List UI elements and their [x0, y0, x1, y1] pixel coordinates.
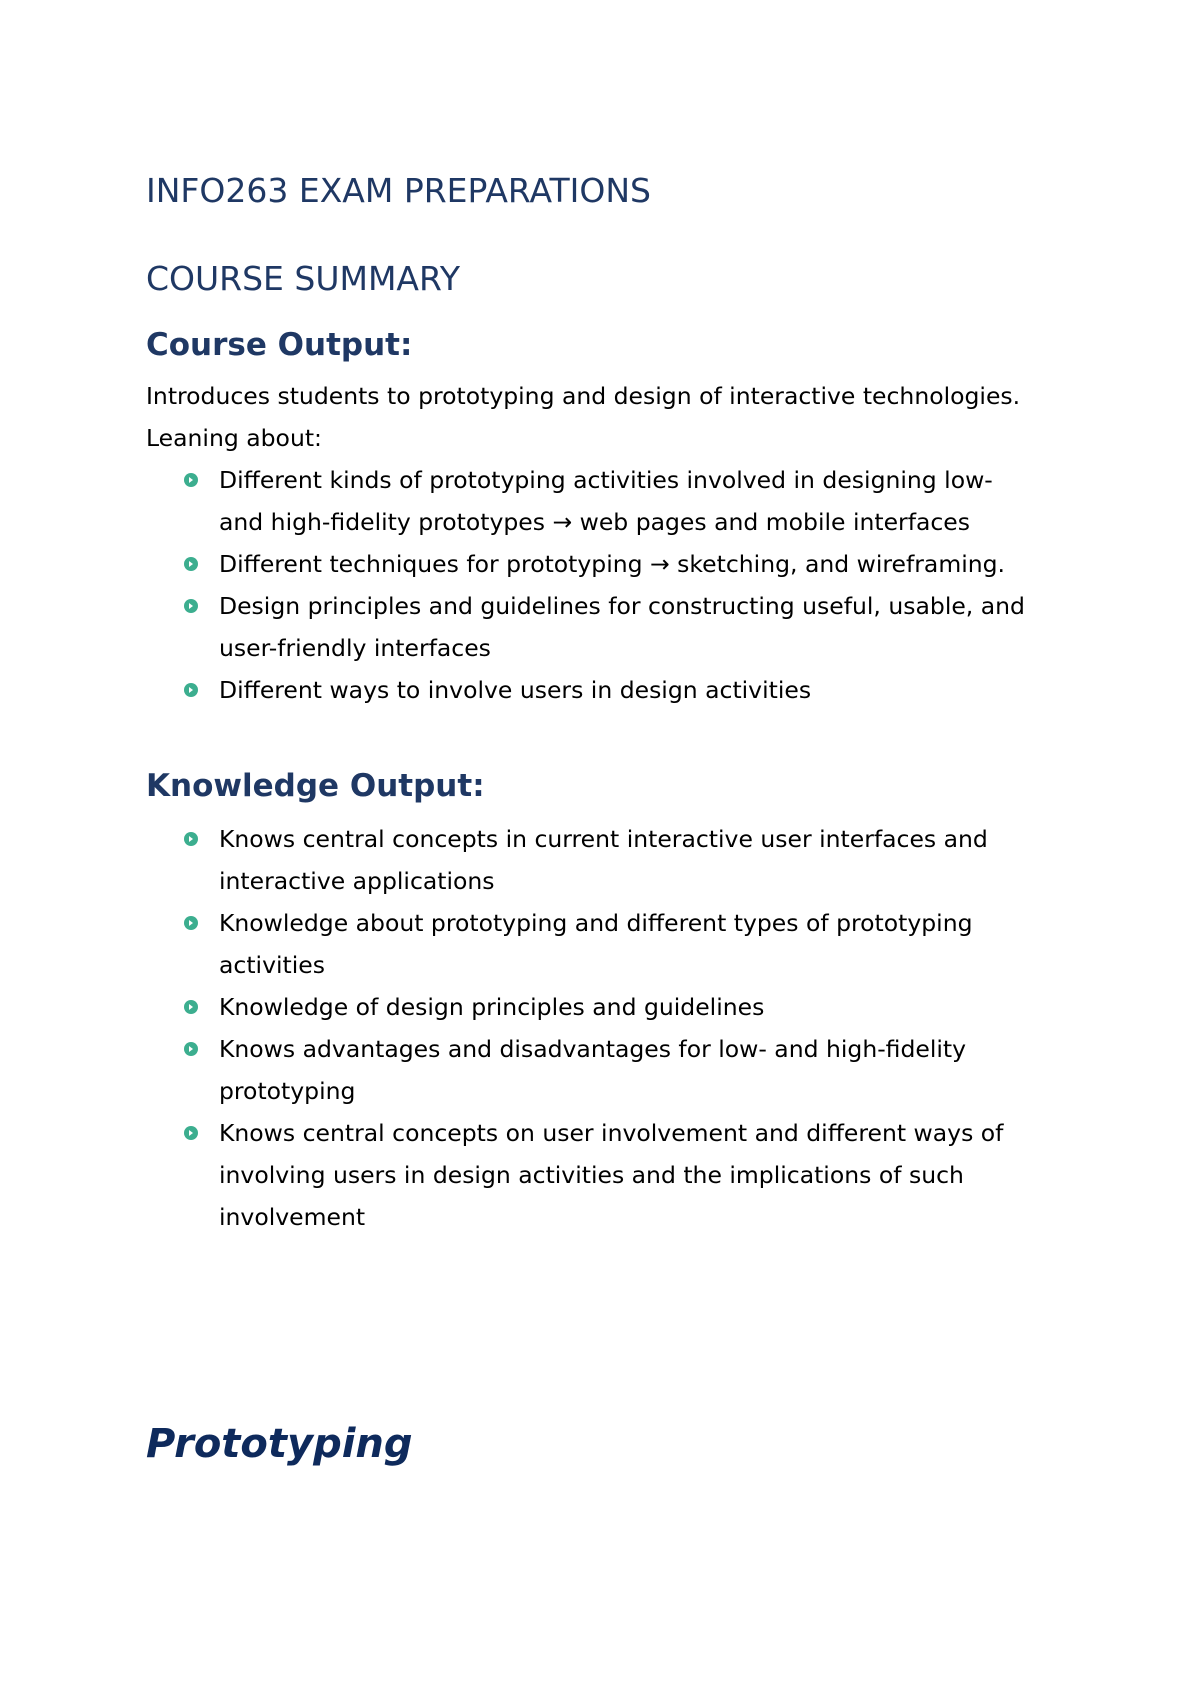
list-item-text: prototyping [219, 1077, 356, 1105]
list-item-text: and high-fidelity prototypes → web pages and mobile interfaces [219, 508, 971, 536]
arrow-bullet-icon [184, 683, 198, 697]
list-item-text: interactive applications [219, 867, 495, 895]
list-item-text: involvement [219, 1203, 366, 1231]
list-item-text: Knows central concepts in current interactive user interfaces and [219, 825, 988, 853]
list-item-text: Knows central concepts on user involvement and different ways of [219, 1119, 1004, 1147]
course-output-list [146, 459, 1076, 711]
arrow-bullet-icon [184, 832, 198, 846]
list-item-text: Knows advantages and disadvantages for low- and high-fidelity [219, 1035, 967, 1063]
arrow-bullet-icon [184, 1126, 198, 1140]
list-item [146, 902, 1076, 986]
course-output-heading: Course Output: [146, 327, 413, 363]
arrow-bullet-icon [184, 473, 198, 487]
knowledge-output-list [146, 818, 1076, 1238]
knowledge-output-heading: Knowledge Output: [146, 768, 485, 804]
arrow-bullet-icon [184, 916, 198, 930]
list-item [146, 986, 1076, 1028]
list-item-text: involving users in design activities and the implications of such [219, 1161, 964, 1189]
list-item-text: Different techniques for prototyping → sketching, and wireframing. [219, 550, 1006, 578]
document-title: INFO263 EXAM PREPARATIONS [146, 171, 651, 210]
intro-line: Leaning about: [146, 424, 322, 452]
list-item [146, 669, 1076, 711]
arrow-bullet-icon [184, 1000, 198, 1014]
list-item-text: Different ways to involve users in design activities [219, 676, 812, 704]
list-item-text: activities [219, 951, 325, 979]
arrow-bullet-icon [184, 557, 198, 571]
list-item [146, 459, 1076, 543]
list-item-text: Different kinds of prototyping activities involved in designing low- [219, 466, 993, 494]
list-item-text: user-friendly interfaces [219, 634, 491, 662]
course-output-intro [146, 375, 1076, 459]
list-item [146, 585, 1076, 669]
intro-line: Introduces students to prototyping and design of interactive technologies. [146, 382, 1021, 410]
list-item-text: Design principles and guidelines for constructing useful, usable, and [219, 592, 1025, 620]
list-item-text: Knowledge of design principles and guidelines [219, 993, 765, 1021]
list-item-text: Knowledge about prototyping and different types of prototyping [219, 909, 973, 937]
prototyping-heading: Prototyping [146, 1421, 413, 1467]
list-item [146, 1112, 1076, 1238]
list-item [146, 543, 1076, 585]
document-subtitle: COURSE SUMMARY [146, 259, 460, 298]
list-item [146, 1028, 1076, 1112]
arrow-bullet-icon [184, 1042, 198, 1056]
arrow-bullet-icon [184, 599, 198, 613]
list-item [146, 818, 1076, 902]
